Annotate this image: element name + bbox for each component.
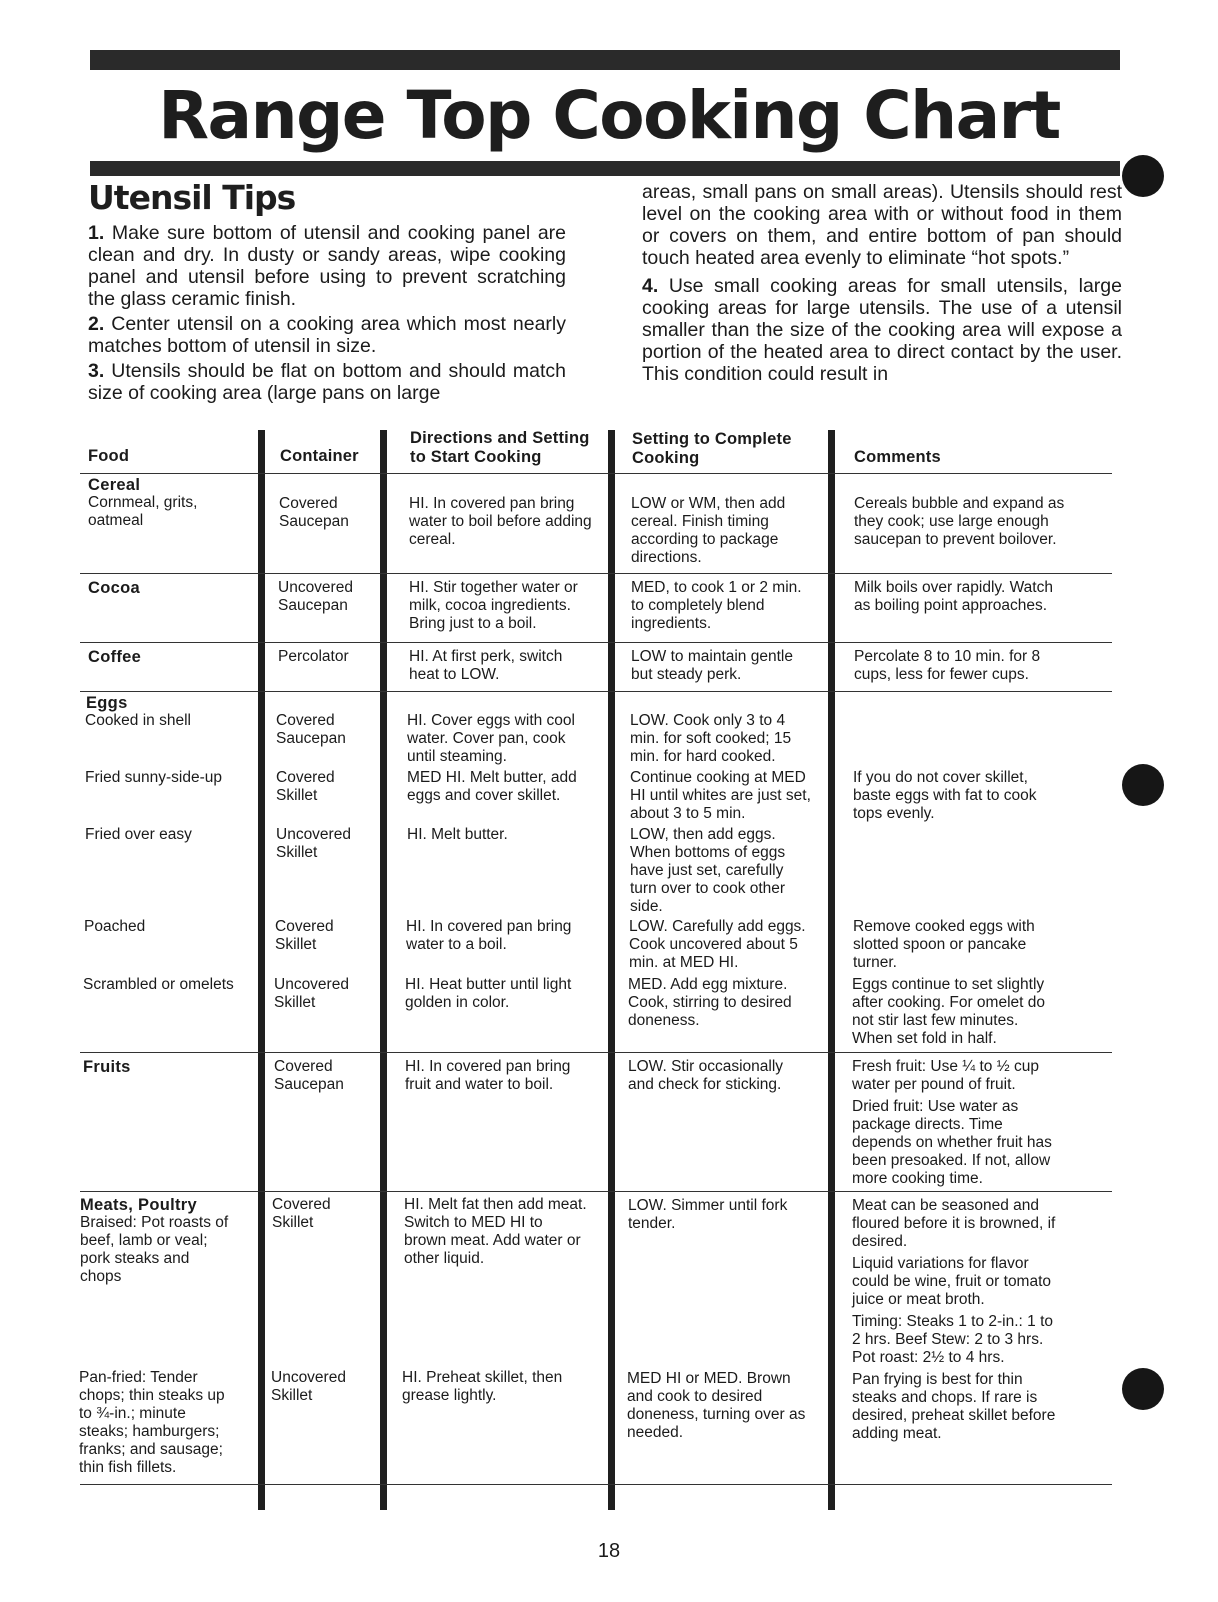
- title-underline-bar: [90, 161, 1120, 176]
- header-directions: Directions and Setting to Start Cooking: [410, 429, 590, 466]
- coffee-comments: Percolate 8 to 10 min. for 8 cups, less for fewer cups.: [854, 648, 1041, 683]
- utensil-tips-heading: Utensil Tips: [88, 178, 296, 217]
- eggs-sunny-complete: Continue cooking at MED HI until whites are just set, about 3 to 5 min.: [630, 769, 811, 822]
- header-comments: Comments: [854, 448, 941, 466]
- tip-4: 4. Use small cooking areas for small utensils, large cooking areas for large utensils. The use of a utensil smaller than the size of the cooking area will expose a portion of the heated area to direct contact by the user. This condition could result in: [642, 275, 1122, 385]
- tip-3-continued: areas, small pans on small areas). Utensils should rest level on the cooking area with or without food in them or covers on them, and entire bottom of pan should touch heated area evenly to eliminate “hot spots.”: [642, 181, 1122, 269]
- column-divider: [258, 430, 265, 1510]
- fruits-food: Fruits: [83, 1058, 131, 1076]
- eggs-shell-directions: HI. Cover eggs with cool water. Cover pan, cook until steaming.: [407, 712, 575, 765]
- coffee-complete: LOW to maintain gentle but steady perk.: [631, 648, 793, 683]
- row-rule: [80, 573, 1112, 574]
- binder-hole: [1122, 1368, 1164, 1410]
- coffee-container: Percolator: [278, 648, 349, 665]
- eggs-scrambled-comments: Eggs continue to set slightly after cooking. For omelet do not stir last few minutes. When set fold in half.: [852, 976, 1045, 1047]
- table-bottom-rule: [80, 1484, 1112, 1485]
- meats-braised-comments: Meat can be seasoned and floured before it is browned, if desired. Liquid variations for flavor could be wine, fruit or tomato juice or meat broth. Timing: Steaks 1 to 2-in.: 1 to 2 hrs. Beef Stew: 2 to 3 hrs. Pot roast: 2½ to 4 hrs.: [852, 1197, 1056, 1366]
- cocoa-comments: Milk boils over rapidly. Watch as boiling point approaches.: [854, 579, 1053, 614]
- coffee-food: Coffee: [88, 648, 142, 666]
- binder-hole: [1122, 764, 1164, 806]
- eggs-scrambled-food: Scrambled or omelets: [83, 976, 234, 993]
- eggs-scrambled-container: Uncovered Skillet: [274, 976, 349, 1011]
- column-divider: [828, 430, 835, 1510]
- binder-hole: [1122, 155, 1164, 197]
- header-setting-complete: Setting to Complete Cooking: [632, 430, 792, 467]
- meats-panfried-directions: HI. Preheat skillet, then grease lightly.: [402, 1369, 563, 1404]
- cocoa-container: Uncovered Saucepan: [278, 579, 353, 614]
- eggs-scrambled-complete: MED. Add egg mixture. Cook, stirring to desired doneness.: [628, 976, 792, 1029]
- eggs-shell-food: Cooked in shell: [85, 712, 191, 729]
- cereal-complete: LOW or WM, then add cereal. Finish timing according to package directions.: [631, 495, 786, 566]
- eggs-poached-comments: Remove cooked eggs with slotted spoon or pancake turner.: [853, 918, 1035, 971]
- row-rule: [80, 1052, 1112, 1053]
- eggs-sunny-directions: MED HI. Melt butter, add eggs and cover skillet.: [407, 769, 577, 804]
- meats-panfried-comments: Pan frying is best for thin steaks and chops. If rare is desired, preheat skillet before adding meat.: [852, 1371, 1056, 1442]
- fruits-directions: HI. In covered pan bring fruit and water to boil.: [405, 1058, 571, 1093]
- eggs-sunny-comments: If you do not cover skillet, baste eggs with fat to cook tops evenly.: [853, 769, 1037, 822]
- eggs-scrambled-directions: HI. Heat butter until light golden in color.: [405, 976, 572, 1011]
- cereal-directions: HI. In covered pan bring water to boil before adding cereal.: [409, 495, 592, 548]
- meats-braised-directions: HI. Melt fat then add meat. Switch to MED HI to brown meat. Add water or other liquid.: [404, 1196, 587, 1267]
- eggs-poached-directions: HI. In covered pan bring water to a boil.: [406, 918, 572, 953]
- eggs-shell-container: Covered Saucepan: [276, 712, 346, 747]
- row-rule: [80, 1191, 1112, 1192]
- meats-panfried-food: Pan-fried: Tender chops; thin steaks up to ¾-in.; minute steaks; hamburgers; franks; and sausage; thin fish fillets.: [79, 1369, 225, 1476]
- meats-braised-food: Meats, Poultry Braised: Pot roasts of beef, lamb or veal; pork steaks and chops: [80, 1196, 229, 1285]
- header-rule: [80, 473, 1112, 474]
- eggs-overeasy-food: Fried over easy: [85, 826, 192, 843]
- eggs-shell-complete: LOW. Cook only 3 to 4 min. for soft cooked; 15 min. for hard cooked.: [630, 712, 792, 765]
- cocoa-directions: HI. Stir together water or milk, cocoa ingredients. Bring just to a boil.: [409, 579, 578, 632]
- column-divider: [608, 430, 615, 1510]
- fruits-container: Covered Saucepan: [274, 1058, 344, 1093]
- row-rule: [80, 691, 1112, 692]
- tip-2: 2. Center utensil on a cooking area which most nearly matches bottom of utensil in size.: [88, 313, 566, 357]
- tip-1: 1. Make sure bottom of utensil and cooking panel are clean and dry. In dusty or sandy areas, wipe cooking panel and utensil before using to prevent scratching the glass ceramic finish.: [88, 222, 566, 310]
- meats-braised-complete: LOW. Simmer until fork tender.: [628, 1197, 788, 1232]
- eggs-poached-food: Poached: [84, 918, 146, 935]
- cereal-comments: Cereals bubble and expand as they cook; use large enough saucepan to prevent boilover.: [854, 495, 1065, 548]
- eggs-poached-container: Covered Skillet: [275, 918, 334, 953]
- page-title: Range Top Cooking Chart: [158, 77, 1060, 154]
- cereal-container: Covered Saucepan: [279, 495, 349, 530]
- coffee-directions: HI. At first perk, switch heat to LOW.: [409, 648, 563, 683]
- meats-braised-container: Covered Skillet: [272, 1196, 331, 1231]
- tip-3: 3. Utensils should be flat on bottom and should match size of cooking area (large pans on large: [88, 360, 566, 404]
- page-number: 18: [597, 1540, 621, 1562]
- meats-panfried-container: Uncovered Skillet: [271, 1369, 346, 1404]
- header-food: Food: [88, 447, 130, 465]
- fruits-comments: Fresh fruit: Use ¼ to ½ cup water per pound of fruit. Dried fruit: Use water as package directs. Time depends on whether fruit has been presoaked. If not, allow more cooking time.: [852, 1058, 1052, 1187]
- cocoa-complete: MED, to cook 1 or 2 min. to completely blend ingredients.: [631, 579, 802, 632]
- header-container: Container: [280, 447, 359, 465]
- column-divider: [380, 430, 387, 1510]
- eggs-sunny-food: Fried sunny-side-up: [85, 769, 222, 786]
- eggs-sunny-container: Covered Skillet: [276, 769, 335, 804]
- cocoa-food: Cocoa: [88, 579, 140, 597]
- utensil-tips-right-column: [642, 181, 1122, 388]
- top-decorative-bar: [90, 50, 1120, 70]
- meats-panfried-complete: MED HI or MED. Brown and cook to desired doneness, turning over as needed.: [627, 1370, 806, 1441]
- eggs-category: Eggs: [86, 694, 128, 712]
- row-rule: [80, 642, 1112, 643]
- eggs-overeasy-directions: HI. Melt butter.: [407, 826, 508, 843]
- fruits-complete: LOW. Stir occasionally and check for sticking.: [628, 1058, 784, 1093]
- cereal-food: Cereal Cornmeal, grits, oatmeal: [88, 476, 198, 529]
- eggs-overeasy-container: Uncovered Skillet: [276, 826, 351, 861]
- eggs-overeasy-complete: LOW, then add eggs. When bottoms of eggs have just set, carefully turn over to cook other side.: [630, 826, 786, 915]
- utensil-tips-left-column: [88, 222, 566, 407]
- eggs-poached-complete: LOW. Carefully add eggs. Cook uncovered about 5 min. at MED HI.: [629, 918, 806, 971]
